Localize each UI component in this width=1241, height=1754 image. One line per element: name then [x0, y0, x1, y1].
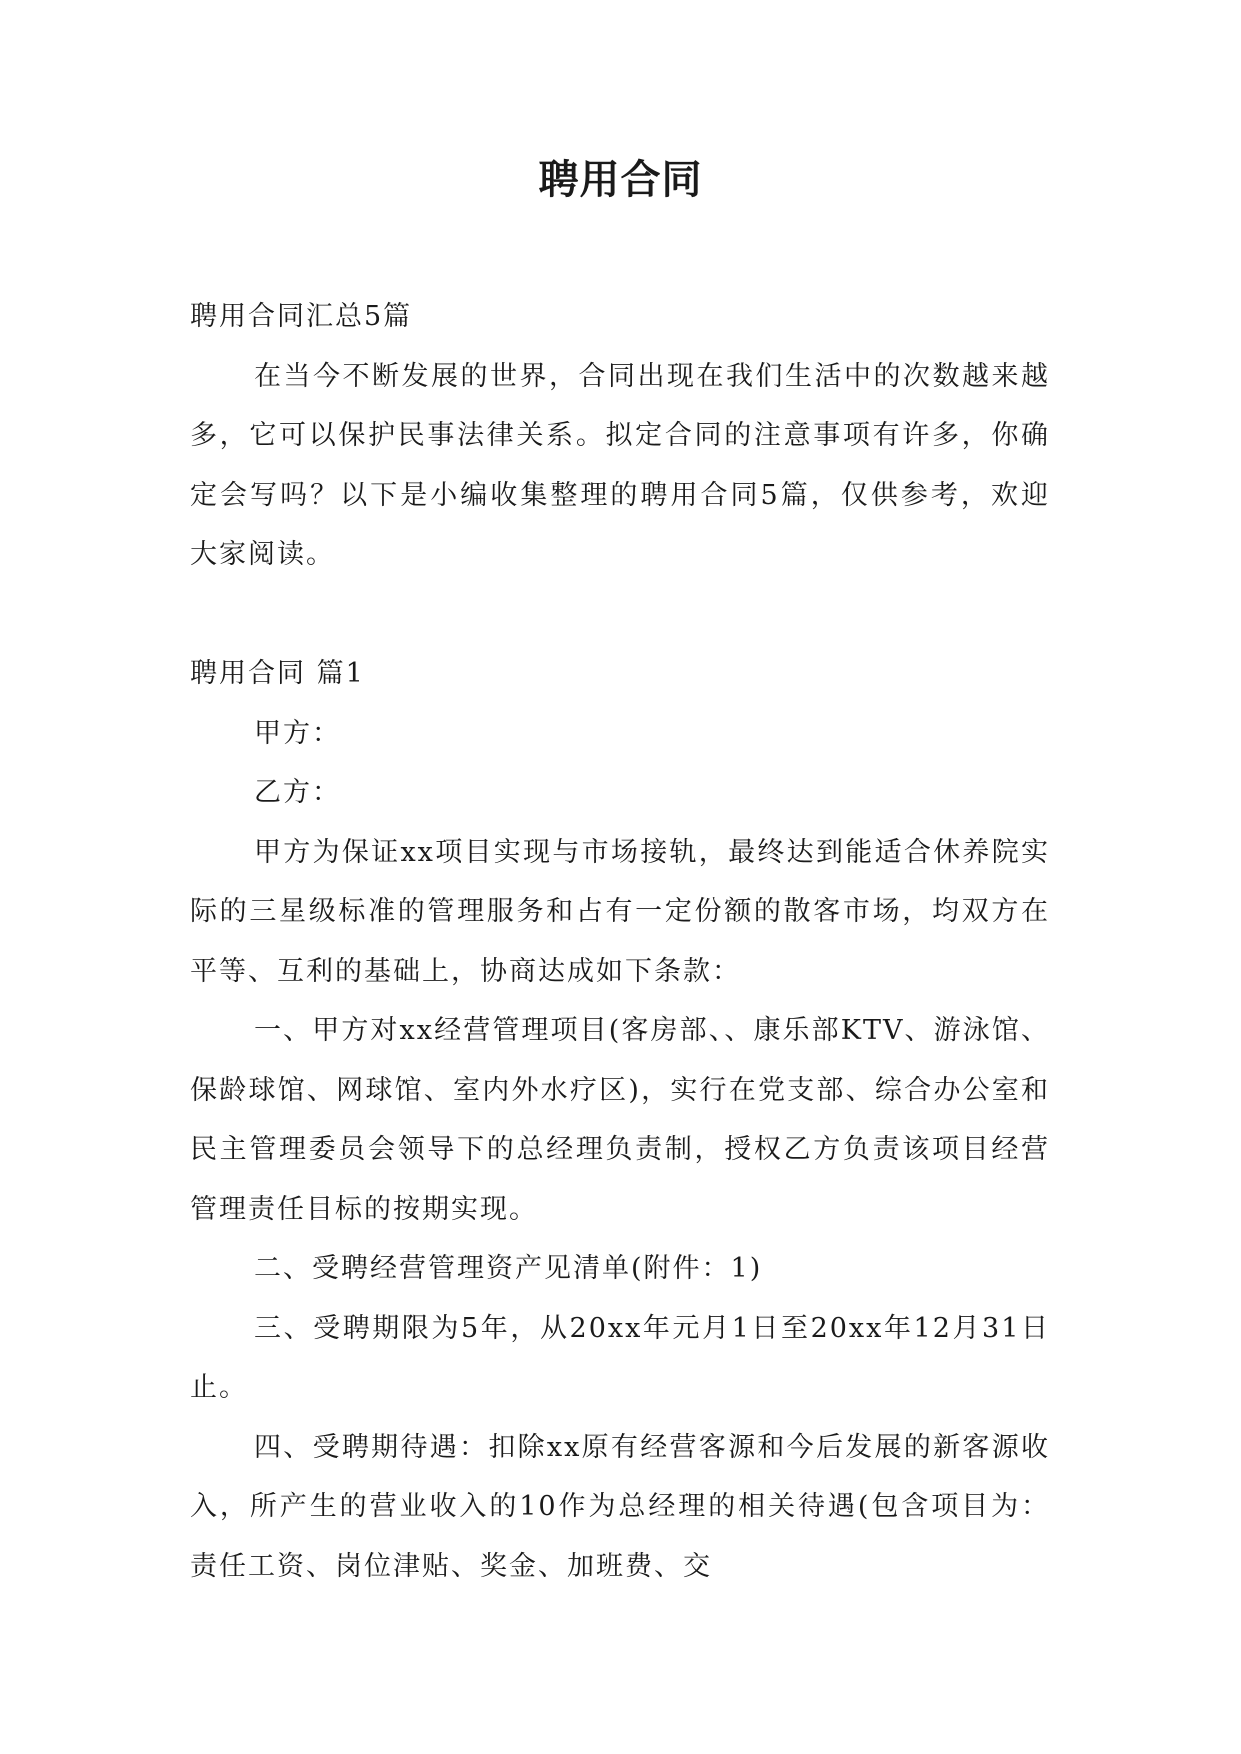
clause-1: 一、甲方对xx经营管理项目(客房部、、康乐部KTV、游泳馆、保龄球馆、网球馆、室内外水疗区)，实行在党支部、综合办公室和民主管理委员会领导下的总经理负责制，授权乙方负责该项目经营管理责任目标的按期实现。 [190, 1015, 1050, 1225]
clause-3: 三、受聘期限为5年，从20xx年元月1日至20xx年12月31日止。 [190, 1312, 1050, 1403]
clause-2: 二、受聘经营管理资产见清单(附件：1) [254, 1253, 763, 1284]
preamble-paragraph: 甲方为保证xx项目实现与市场接轨，最终达到能适合休养院实际的三星级标准的管理服务和占有一定份额的散客市场，均双方在平等、互利的基础上，协商达成如下条款： [190, 836, 1050, 987]
document-title: 聘用合同 [538, 157, 703, 203]
clause-4: 四、受聘期待遇：扣除xx原有经营客源和今后发展的新客源收入，所产生的营业收入的10作为总经理的相关待遇(包含项目为：责任工资、岗位津贴、奖金、加班费、交 [190, 1431, 1050, 1582]
party-a-line: 甲方： [254, 717, 341, 749]
party-b-line: 乙方： [254, 777, 341, 808]
document-body [190, 287, 1050, 1596]
document-subtitle: 聘用合同汇总5篇 [190, 301, 413, 332]
intro-paragraph: 在当今不断发展的世界，合同出现在我们生活中的次数越来越多，它可以保护民事法律关系。拟定合同的注意事项有许多，你确定会写吗？以下是小编收集整理的聘用合同5篇，仅供参考，欢迎大家阅读。 [190, 360, 1050, 570]
paragraph-spacer [190, 585, 1050, 645]
section-heading: 聘用合同 篇1 [190, 658, 365, 689]
